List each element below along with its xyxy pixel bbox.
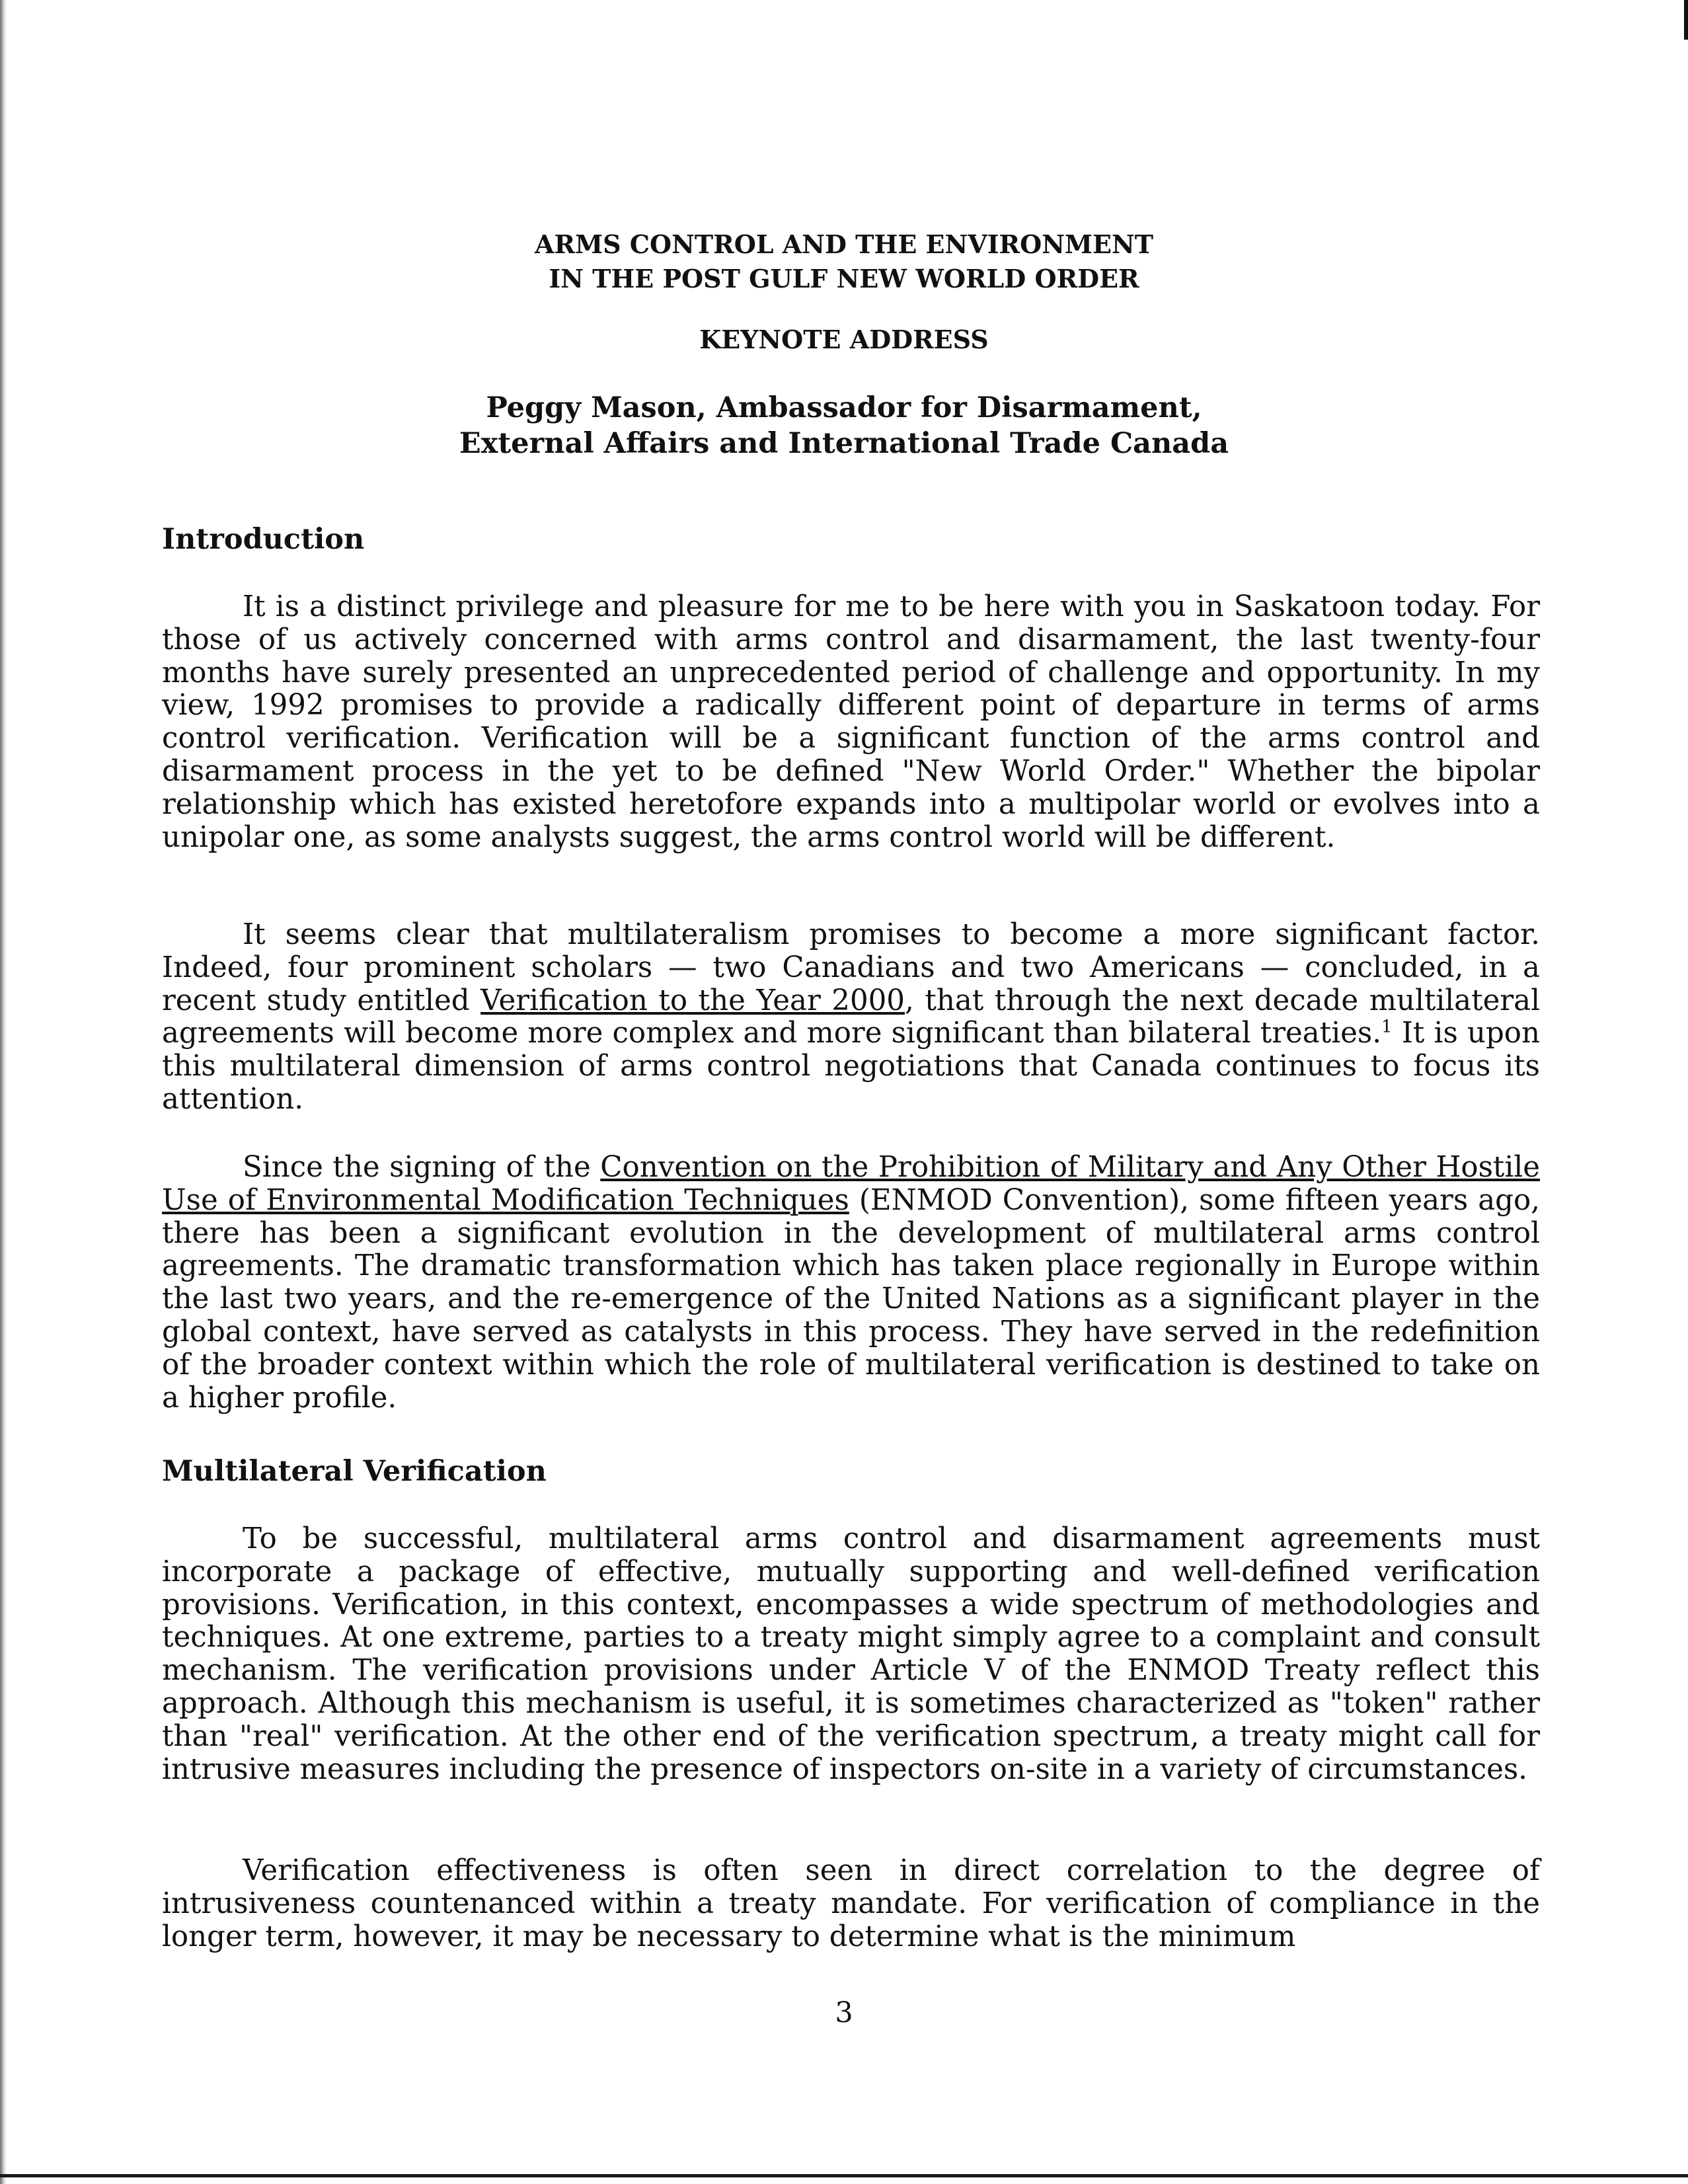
author-block <box>0 390 1688 461</box>
title-line-1: ARMS CONTROL AND THE ENVIRONMENT <box>535 229 1153 259</box>
paragraph-text: (ENMOD Convention), some fifteen years ago, there has been a significant evolution in the development of multilateral arms control agreements. The dramatic transformation which has taken place regionally in Europe within the last two years, and the re-emergence of the United Nations as a significant player in the global context, have served as catalysts in this process. They have served in the redefinition of the broader context within which the role of multilateral verification is destined to take on a higher profile. <box>162 1183 1540 1415</box>
paragraph-intro-2 <box>162 919 1540 1116</box>
page-number: 3 <box>835 1996 853 2029</box>
paragraph-intro-1: It is a distinct privilege and pleasure for me to be here with you in Saskatoon today. For those of us actively concerned with arms control and disarmament, the last twenty-four months have surely presented an unprecedented period of challenge and opportunity. In my view, 1992 promises to provide a radically different point of departure in terms of arms control verification. Verification will be a significant function of the arms control and disarmament process in the yet to be defined "New World Order." Whether the bipolar relationship which has existed heretofore expands into a multipolar world or evolves into a unipolar one, as some analysts suggest, the arms control world will be different. <box>162 590 1540 854</box>
scan-edge-bottom <box>0 2174 1688 2177</box>
paragraph-verification-1: To be successful, multilateral arms control and disarmament agreements must incorporate a package of effective, mutually supporting and well-defined verification provisions. Verification, in this context, encompasses a wide spectrum of methodologies and techniques. At one extreme, parties to a treaty might simply agree to a complaint and consult mechanism. The verification provisions under Article V of the ENMOD Treaty reflect this approach. Although this mechanism is useful, it is sometimes characterized as "token" rather than "real" verification. At the other end of the verification spectrum, a treaty might call for intrusive measures including the presence of inspectors on-site in a variety of circumstances. <box>162 1522 1540 1786</box>
footnote-marker: 1 <box>1381 1017 1393 1037</box>
paragraph-text: Since the signing of the <box>243 1151 601 1184</box>
convention-title: Convention on the Prohibition of Military and Any Other Hostile Use of Environmental Modification Techniques <box>162 1151 1540 1217</box>
author-line-2: External Affairs and International Trade Canada <box>459 427 1229 460</box>
paragraph-text: , that through the next decade multilateral agreements will become more complex and more significant than bilateral treaties. <box>162 984 1540 1050</box>
paragraph-intro-3 <box>162 1151 1540 1415</box>
study-title: Verification to the Year 2000 <box>480 984 905 1017</box>
document-title <box>0 227 1688 296</box>
paragraph-text: It is upon this multilateral dimension of arms control negotiations that Canada continues to focus its attention. <box>162 1017 1540 1116</box>
section-heading-introduction: Introduction <box>162 523 365 556</box>
paragraph-verification-2: Verification effectiveness is often seen in direct correlation to the degree of intrusiveness countenanced within a treaty mandate. For verification of compliance in the longer term, however, it may be necessary to determine what is the minimum <box>162 1854 1540 1953</box>
paragraph-text: It seems clear that multilateralism promises to become a more significant factor. Indeed, four prominent scholars — two Canadians and two Americans — concluded, in a recent study entitled <box>162 918 1540 1017</box>
author-line-1: Peggy Mason, Ambassador for Disarmament, <box>486 391 1202 424</box>
title-line-2: IN THE POST GULF NEW WORLD ORDER <box>549 264 1139 293</box>
keynote-subtitle: KEYNOTE ADDRESS <box>699 325 989 354</box>
scan-edge-right <box>1684 0 1688 40</box>
section-heading-multilateral-verification: Multilateral Verification <box>162 1455 547 1488</box>
